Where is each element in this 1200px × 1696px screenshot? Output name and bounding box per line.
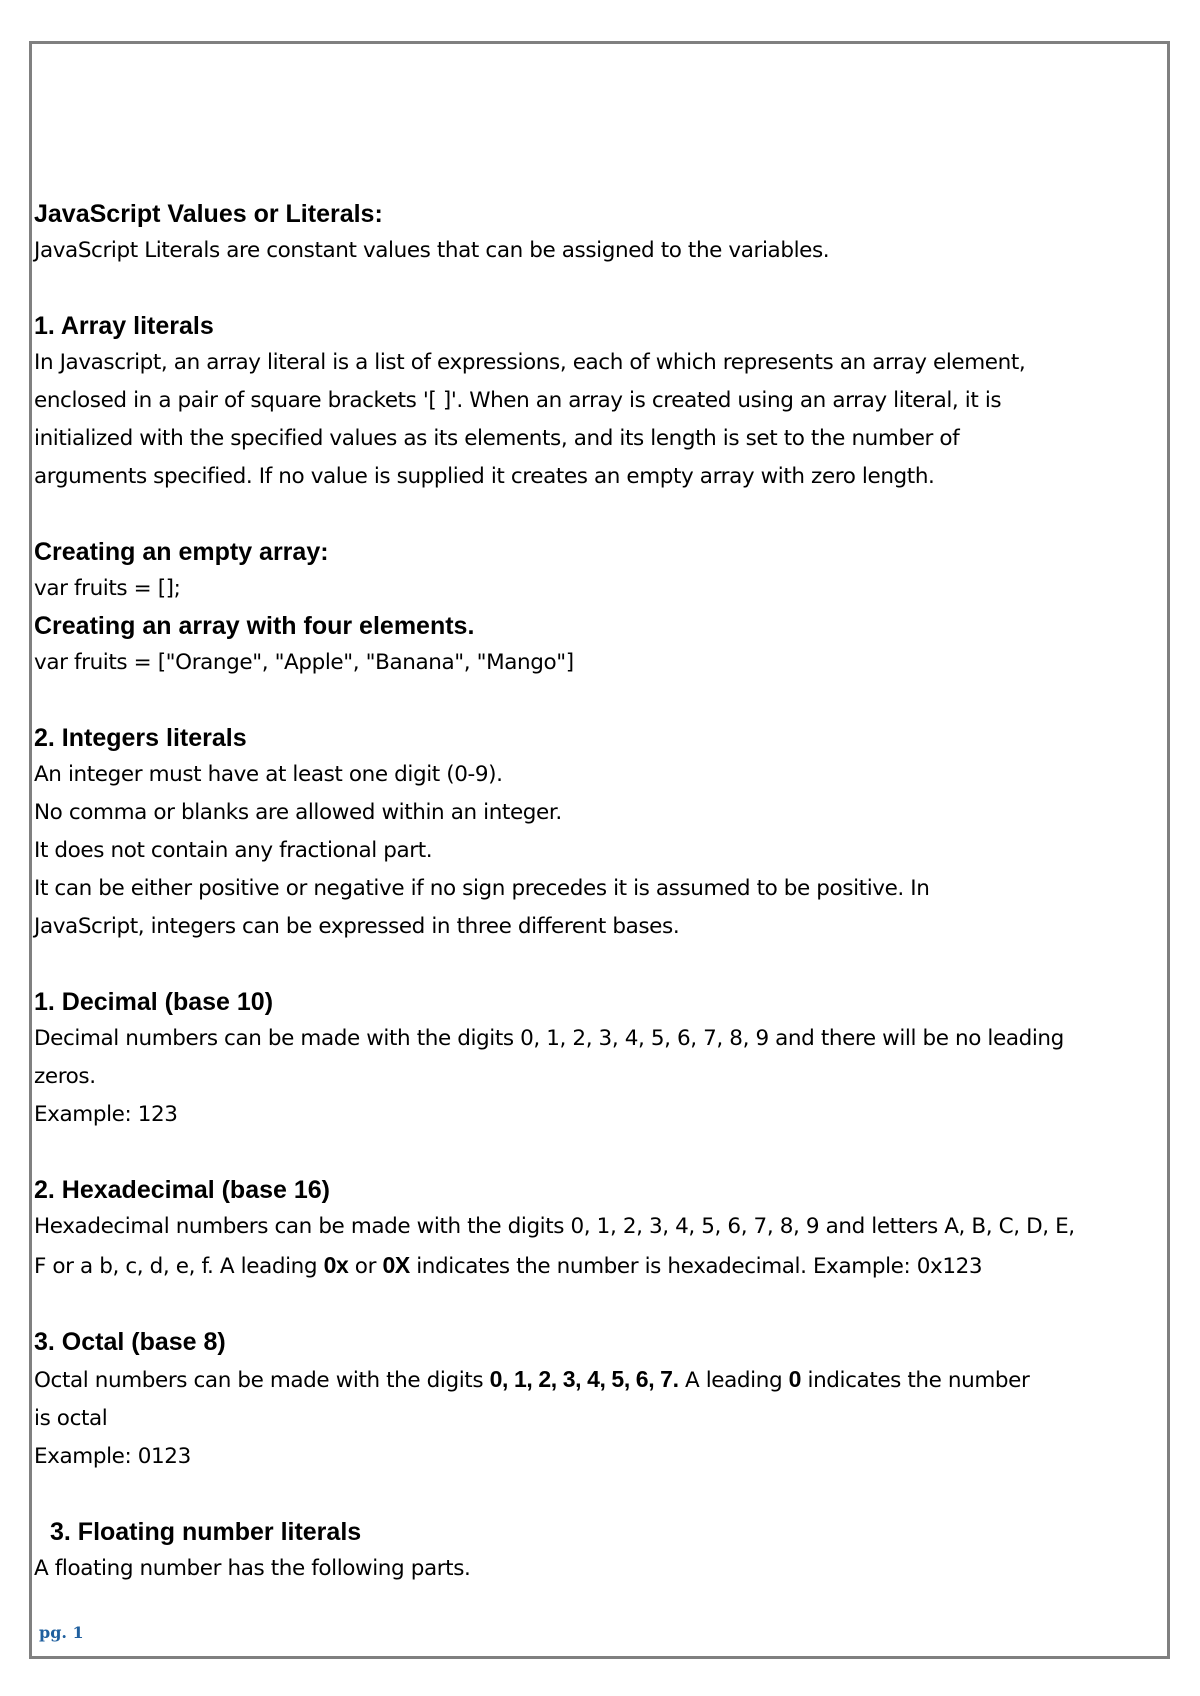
decimal-line: zeros. (34, 1064, 96, 1089)
four-elements-code: var fruits = ["Orange", "Apple", "Banana", "Mango"] (34, 650, 574, 675)
array-literals-heading: 1. Array literals (34, 312, 214, 340)
array-paragraph-line: initialized with the specified values as its elements, and its length is set to the number of (34, 426, 960, 451)
hexadecimal-heading: 2. Hexadecimal (base 16) (34, 1176, 330, 1204)
integers-line: JavaScript, integers can be expressed in three different bases. (34, 914, 680, 939)
hex-text: or (348, 1254, 383, 1279)
floating-line: A floating number has the following parts. (34, 1556, 471, 1581)
hex-text: indicates the number is hexadecimal. Example: 0x123 (409, 1254, 983, 1279)
hexadecimal-line: Hexadecimal numbers can be made with the digits 0, 1, 2, 3, 4, 5, 6, 7, 8, 9 and letters A, B, C, D, E, (34, 1214, 1075, 1239)
integers-line: It can be either positive or negative if no sign precedes it is assumed to be positive. In (34, 876, 930, 901)
hex-text: F or a b, c, d, e, f. A leading (34, 1254, 324, 1279)
octal-example: Example: 0123 (34, 1444, 191, 1469)
integers-line: No comma or blanks are allowed within an integer. (34, 800, 562, 825)
hex-prefix-lower: 0x (323, 1252, 349, 1278)
hexadecimal-line (34, 1246, 1166, 1286)
octal-line (34, 1360, 1166, 1400)
array-paragraph-line: In Javascript, an array literal is a list of expressions, each of which represents an array element, (34, 350, 1026, 375)
decimal-line: Decimal numbers can be made with the digits 0, 1, 2, 3, 4, 5, 6, 7, 8, 9 and there will be no leading (34, 1026, 1064, 1051)
octal-digits: 0, 1, 2, 3, 4, 5, 6, 7. (489, 1366, 679, 1392)
intro-paragraph: JavaScript Literals are constant values that can be assigned to the variables. (34, 238, 830, 263)
array-paragraph-line: arguments specified. If no value is supplied it creates an empty array with zero length. (34, 464, 935, 489)
empty-array-heading: Creating an empty array: (34, 538, 329, 566)
octal-heading: 3. Octal (base 8) (34, 1328, 226, 1356)
four-elements-heading: Creating an array with four elements. (34, 612, 475, 640)
page-title: JavaScript Values or Literals: (34, 200, 383, 228)
integers-line: An integer must have at least one digit (0-9). (34, 762, 503, 787)
hex-prefix-upper: 0X (382, 1252, 410, 1278)
page-number: pg. 1 (39, 1623, 84, 1642)
array-paragraph-line: enclosed in a pair of square brackets '[ ]'. When an array is created using an array literal, it is (34, 388, 1002, 413)
integers-heading: 2. Integers literals (34, 724, 247, 752)
octal-text: Octal numbers can be made with the digits (34, 1368, 490, 1393)
octal-text: A leading (678, 1368, 789, 1393)
octal-text: indicates the number (801, 1368, 1030, 1393)
decimal-example: Example: 123 (34, 1102, 178, 1127)
floating-heading: 3. Floating number literals (50, 1518, 362, 1546)
octal-prefix: 0 (788, 1366, 802, 1392)
integers-line: It does not contain any fractional part. (34, 838, 433, 863)
octal-line: is octal (34, 1406, 108, 1431)
document-body (34, 196, 1166, 1588)
decimal-heading: 1. Decimal (base 10) (34, 988, 274, 1016)
empty-array-code: var fruits = []; (34, 576, 181, 601)
